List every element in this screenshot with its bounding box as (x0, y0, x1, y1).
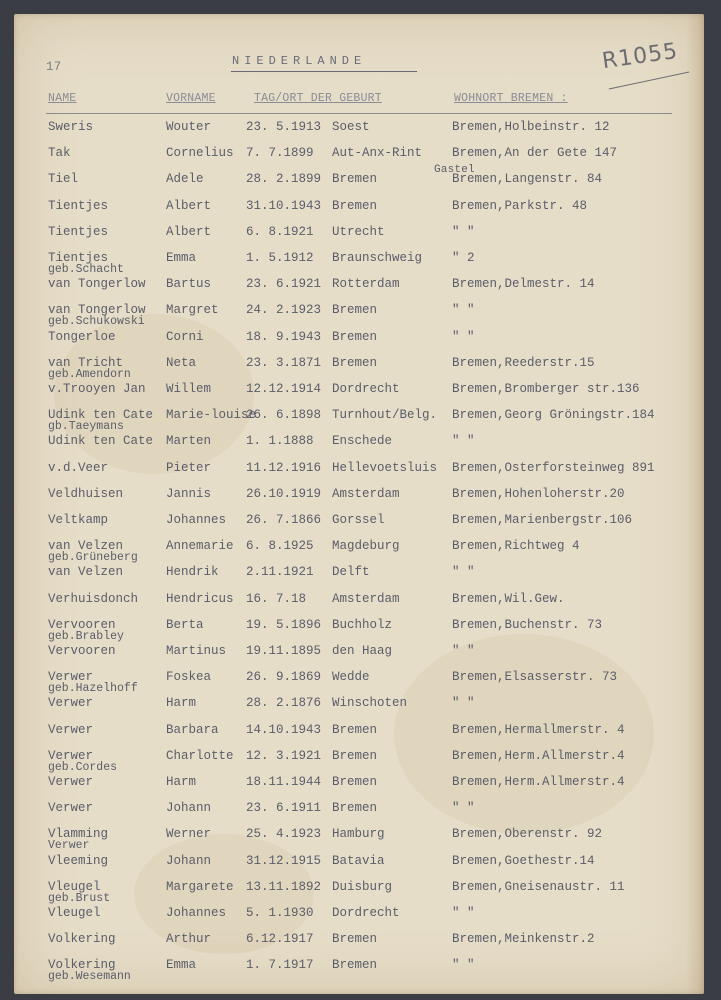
cell-address: " " (452, 906, 475, 920)
cell-name: Volkering (48, 932, 116, 947)
cell-birthdate: 23. 6.1911 (246, 801, 322, 816)
cell-birthplace: Batavia (332, 853, 385, 868)
cell-address: Bremen,Oberenstr. 92 (452, 827, 603, 842)
cell-address: Bremen,Meinkenstr.2 (452, 932, 595, 947)
cell-address: Bremen,Richtweg 4 (452, 539, 580, 554)
cell-address: Bremen,Bromberger str.136 (452, 382, 640, 396)
cell-birthdate: 18. 9.1943 (246, 329, 322, 344)
cell-birthdate: 11.12.1916 (246, 460, 322, 475)
cell-name-birthname: geb.Amendorn (48, 367, 131, 381)
cell-name: Verhuisdonch (48, 591, 139, 606)
cell-address: Bremen,Gneisenaustr. 11 (452, 879, 625, 894)
cell-name: Tientjes (48, 251, 109, 265)
cell-address: Bremen,Delmestr. 14 (452, 277, 595, 292)
title-underline (231, 71, 417, 72)
cell-name: Veldhuisen (48, 486, 124, 501)
cell-address: Bremen,An der Gete 147 (452, 146, 618, 161)
cell-address: Bremen,Hermallmerstr. 4 (452, 722, 625, 737)
cell-birthdate: 25. 4.1923 (246, 827, 322, 842)
cell-name: Verwer (48, 722, 94, 737)
cell-birthplace: Winschoten (332, 696, 408, 711)
cell-address: Bremen,Holbeinstr. 12 (452, 120, 610, 134)
cell-name: Verwer (48, 670, 94, 685)
cell-birthplace: Hamburg (332, 827, 385, 842)
cell-address: " " (452, 801, 475, 816)
cell-name-birthname: geb.Cordes (48, 760, 118, 774)
cell-vorname: Adele (166, 172, 204, 187)
cell-name: van Tongerlow (48, 303, 146, 318)
cell-birthplace: Amsterdam (332, 591, 400, 606)
cell-name: Udink ten Cate (48, 408, 154, 423)
header-name: NAME (48, 92, 77, 105)
cell-birthplace: Buchholz (332, 617, 393, 632)
cell-birthdate: 31.10.1943 (246, 198, 322, 213)
cell-address: Bremen,Georg Gröningstr.184 (452, 408, 655, 423)
cell-birthplace: Hellevoetsluis (332, 460, 438, 475)
cell-birthdate: 28. 2.1899 (246, 172, 322, 187)
cell-vorname: Barbara (166, 722, 219, 737)
cell-address: " " (452, 434, 475, 449)
cell-vorname: Hendrik (166, 565, 219, 580)
cell-birthdate: 26.10.1919 (246, 486, 322, 501)
cell-vorname: Charlotte (166, 748, 234, 763)
cell-name: Vleeming (48, 853, 109, 868)
cell-birthdate: 19.11.1895 (246, 644, 322, 658)
cell-vorname: Berta (166, 617, 204, 632)
cell-birthdate: 2.11.1921 (246, 565, 314, 580)
table-row (14, 958, 704, 990)
cell-vorname: Harm (166, 696, 197, 711)
cell-address: Bremen,Goethestr.14 (452, 853, 595, 868)
cell-vorname: Pieter (166, 460, 212, 475)
cell-vorname: Martinus (166, 644, 227, 658)
cell-name: Sweris (48, 120, 94, 134)
cell-address: Bremen,Hohenloherstr.20 (452, 486, 625, 501)
cell-vorname: Werner (166, 827, 212, 842)
cell-name-birthname: geb.Brust (48, 891, 111, 905)
cell-name: v.d.Veer (48, 460, 109, 475)
cell-birthdate: 6. 8.1921 (246, 224, 314, 239)
cell-name: Tiel (48, 172, 79, 187)
cell-name: Vervooren (48, 644, 116, 658)
cell-name: Vlamming (48, 827, 109, 842)
cell-birthplace: Soest (332, 120, 370, 134)
cell-vorname: Hendricus (166, 591, 234, 606)
cell-birthplace: den Haag (332, 644, 393, 658)
cell-address: Bremen,Osterforsteinweg 891 (452, 460, 655, 475)
cell-vorname: Marie-louise (166, 408, 257, 423)
cell-vorname: Johannes (166, 906, 227, 920)
cell-vorname: Neta (166, 355, 197, 370)
cell-birthplace: Dordrecht (332, 906, 400, 920)
cell-name-birthname: geb.Schukowski (48, 315, 145, 329)
document-page (14, 14, 704, 994)
cell-vorname: Corni (166, 329, 204, 344)
cell-name: Verwer (48, 775, 94, 789)
cell-birthplace: Bremen (332, 172, 378, 187)
cell-name: Veltkamp (48, 513, 109, 527)
cell-birthdate: 23. 6.1921 (246, 277, 322, 292)
page-number: 17 (46, 60, 62, 74)
cell-birthplace: Braunschweig (332, 251, 423, 265)
cell-birthdate: 28. 2.1876 (246, 696, 322, 711)
cell-birthdate: 24. 2.1923 (246, 303, 322, 318)
cell-address: Bremen,Herm.Allmerstr.4 (452, 748, 625, 763)
cell-birthdate: 19. 5.1896 (246, 617, 322, 632)
cell-vorname: Cornelius (166, 146, 234, 161)
cell-name: Verwer (48, 748, 94, 763)
cell-name: v.Trooyen Jan (48, 382, 146, 396)
cell-name: Tientjes (48, 224, 109, 239)
cell-address: Bremen,Elsasserstr. 73 (452, 670, 618, 685)
cell-address: Bremen,Parkstr. 48 (452, 198, 588, 213)
cell-name: Vleugel (48, 879, 101, 894)
cell-name-birthname: gb.Taeymans (48, 420, 124, 434)
cell-name: van Velzen (48, 539, 124, 554)
header-rule (46, 113, 672, 114)
cell-vorname: Wouter (166, 120, 212, 134)
cell-vorname: Foskea (166, 670, 212, 685)
cell-name-birthname: geb.Wesemann (48, 970, 131, 984)
cell-vorname: Annemarie (166, 539, 234, 554)
cell-vorname: Albert (166, 198, 212, 213)
cell-birthdate: 1. 7.1917 (246, 958, 314, 973)
cell-birthplace: Bremen (332, 748, 378, 763)
cell-vorname: Margarete (166, 879, 234, 894)
header-wohnort: WOHNORT BREMEN : (454, 92, 568, 105)
cell-birthplace: Dordrecht (332, 382, 400, 396)
cell-vorname: Emma (166, 958, 197, 973)
cell-birthdate: 7. 7.1899 (246, 146, 314, 161)
cell-name: Verwer (48, 801, 94, 816)
handwritten-underline (609, 71, 689, 89)
cell-birthplace: Wedde (332, 670, 370, 685)
cell-birthplace: Bremen (332, 932, 378, 947)
cell-name-birthname: geb.Grüneberg (48, 551, 138, 565)
cell-vorname: Emma (166, 251, 197, 265)
cell-address: Bremen,Buchenstr. 73 (452, 617, 603, 632)
cell-name: Tongerloe (48, 329, 116, 344)
cell-address: " " (452, 696, 475, 711)
cell-address: " " (452, 565, 475, 580)
cell-address: Bremen,Herm.Allmerstr.4 (452, 775, 625, 789)
cell-birthdate: 12. 3.1921 (246, 748, 322, 763)
cell-birthplace: Bremen (332, 329, 378, 344)
cell-vorname: Johann (166, 801, 212, 816)
cell-birthdate: 23. 3.1871 (246, 355, 322, 370)
cell-birthplace: Bremen (332, 775, 378, 789)
cell-name: Verwer (48, 696, 94, 711)
cell-birthdate: 23. 5.1913 (246, 120, 322, 134)
cell-name: van Velzen (48, 565, 124, 580)
cell-address: " " (452, 303, 475, 318)
cell-vorname: Arthur (166, 932, 212, 947)
cell-birthdate: 18.11.1944 (246, 775, 322, 789)
cell-name: Udink ten Cate (48, 434, 154, 449)
cell-address: Bremen,Marienbergstr.106 (452, 513, 633, 527)
cell-name: van Tricht (48, 355, 124, 370)
cell-name: Tientjes (48, 198, 109, 213)
cell-birthdate: 6. 8.1925 (246, 539, 314, 554)
handwritten-archive-number: R1055 (600, 38, 680, 75)
cell-birthplace: Bremen (332, 303, 378, 318)
cell-birthdate: 26. 6.1898 (246, 408, 322, 423)
cell-birthplace: Gorssel (332, 513, 385, 527)
cell-vorname: Jannis (166, 486, 212, 501)
header-vorname: VORNAME (166, 92, 216, 105)
cell-birthplace: Enschede (332, 434, 393, 449)
cell-name-birthname: geb.Brabley (48, 629, 124, 643)
cell-birthplace: Bremen (332, 722, 378, 737)
cell-address: Bremen,Reederstr.15 (452, 355, 595, 370)
cell-birthdate: 26. 9.1869 (246, 670, 322, 685)
cell-address: " 2 (452, 251, 475, 265)
cell-birthdate: 13.11.1892 (246, 879, 322, 894)
cell-vorname: Harm (166, 775, 197, 789)
cell-vorname: Bartus (166, 277, 212, 292)
cell-birthdate: 12.12.1914 (246, 382, 322, 396)
cell-name: van Tongerlow (48, 277, 146, 292)
cell-address: Bremen,Langenstr. 84 (452, 172, 603, 187)
cell-birthdate: 1. 5.1912 (246, 251, 314, 265)
cell-address: Bremen,Wil.Gew. (452, 591, 565, 606)
cell-birthplace: Delft (332, 565, 370, 580)
cell-birthdate: 31.12.1915 (246, 853, 322, 868)
cell-birthplace: Aut-Anx-Rint (332, 146, 423, 161)
cell-address: " " (452, 224, 475, 239)
header-tag-ort-geburt: TAG/ORT DER GEBURT (254, 92, 382, 105)
cell-birthplace: Bremen (332, 958, 378, 973)
document-title: NIEDERLANDE (232, 54, 367, 68)
cell-birthplace: Amsterdam (332, 486, 400, 501)
cell-birthplace: Turnhout/Belg. (332, 408, 438, 423)
cell-vorname: Johannes (166, 513, 227, 527)
cell-birthdate: 6.12.1917 (246, 932, 314, 947)
cell-birthplace: Bremen (332, 198, 378, 213)
cell-birthdate: 5. 1.1930 (246, 906, 314, 920)
cell-birthplace: Duisburg (332, 879, 393, 894)
cell-name: Volkering (48, 958, 116, 973)
annotation-gastel: Gastel (434, 164, 475, 176)
cell-address: " " (452, 329, 475, 344)
cell-birthdate: 14.10.1943 (246, 722, 322, 737)
cell-address: " " (452, 958, 475, 973)
cell-name: Tak (48, 146, 71, 161)
cell-birthplace: Magdeburg (332, 539, 400, 554)
cell-name-birthname: Verwer (48, 839, 90, 853)
cell-vorname: Marten (166, 434, 212, 449)
cell-vorname: Albert (166, 224, 212, 239)
cell-birthplace: Rotterdam (332, 277, 400, 292)
cell-name: Vervooren (48, 617, 116, 632)
cell-name: Vleugel (48, 906, 101, 920)
cell-vorname: Johann (166, 853, 212, 868)
cell-birthplace: Utrecht (332, 224, 385, 239)
cell-name-birthname: geb.Hazelhoff (48, 682, 138, 696)
cell-vorname: Willem (166, 382, 212, 396)
cell-birthplace: Bremen (332, 801, 378, 816)
cell-birthdate: 1. 1.1888 (246, 434, 314, 449)
cell-address: " " (452, 644, 475, 658)
cell-name-birthname: geb.Schacht (48, 263, 124, 276)
cell-birthdate: 26. 7.1866 (246, 513, 322, 527)
cell-birthdate: 16. 7.18 (246, 591, 307, 606)
cell-vorname: Margret (166, 303, 219, 318)
cell-birthplace: Bremen (332, 355, 378, 370)
